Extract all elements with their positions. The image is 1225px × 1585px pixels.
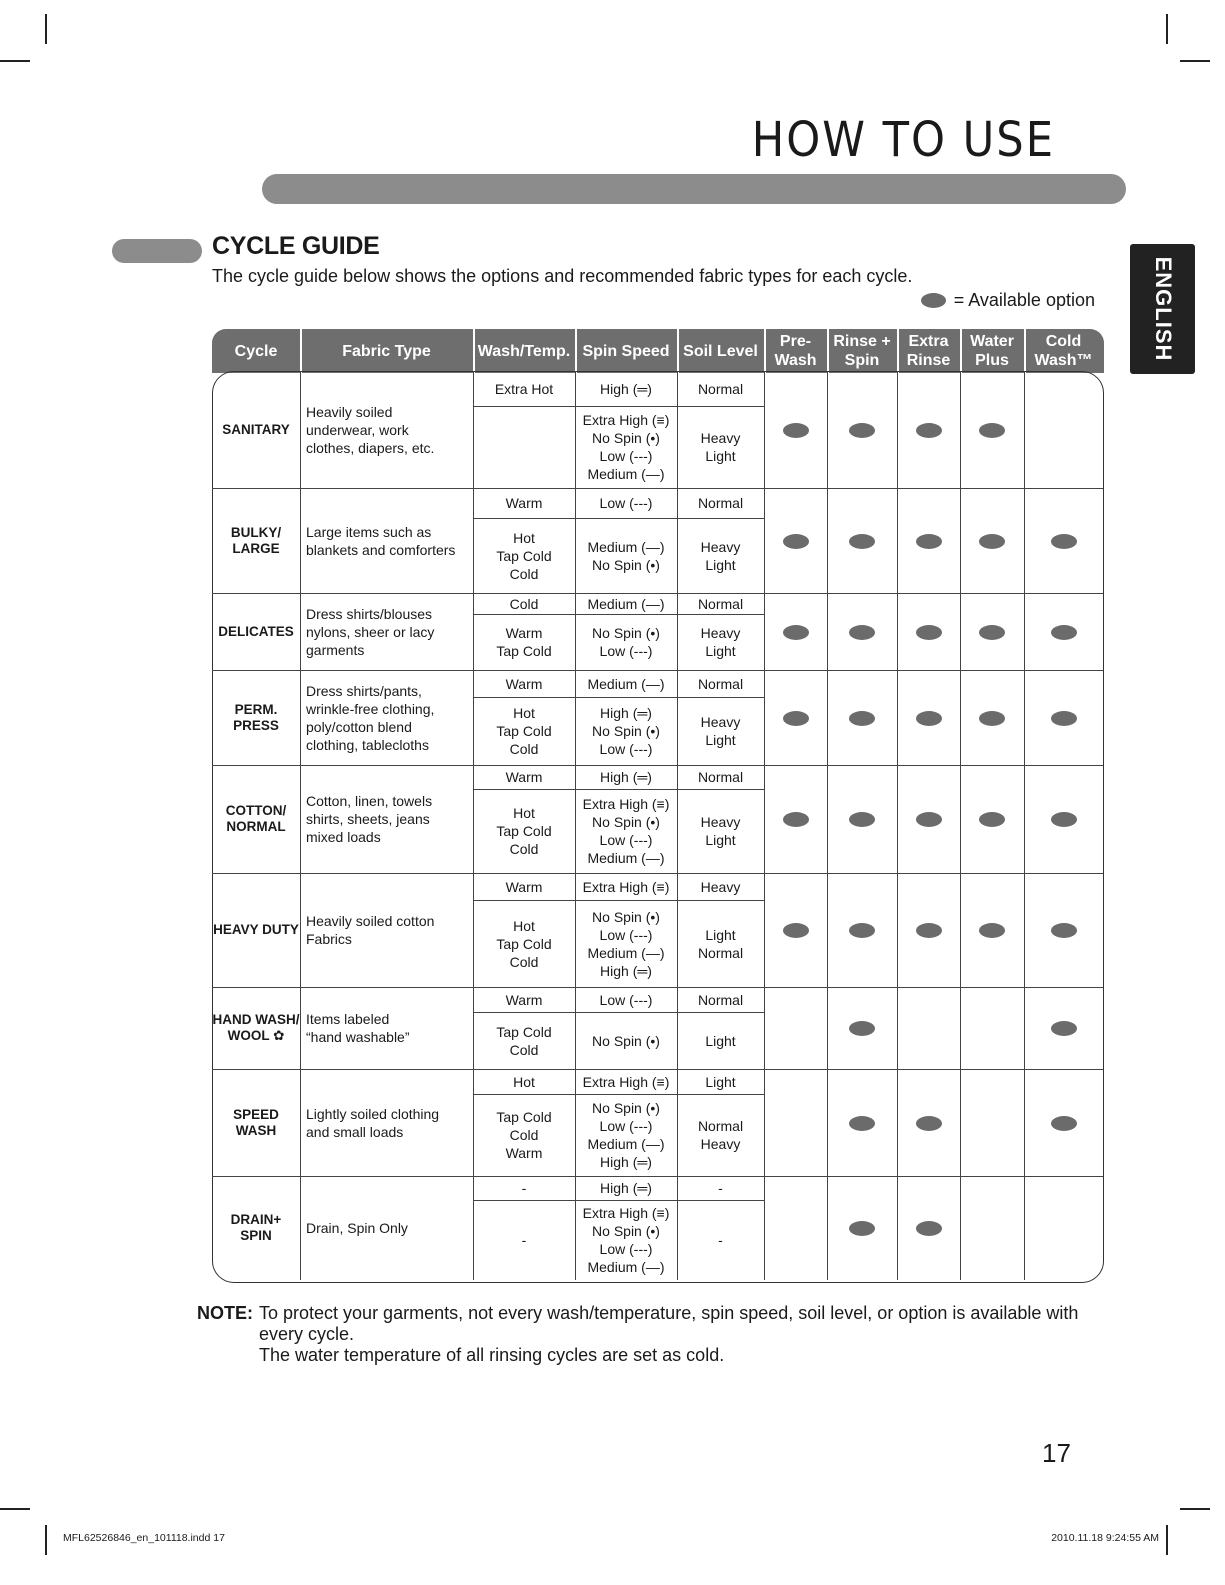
option-available-dot-icon xyxy=(849,711,875,726)
wash-temp: Hot Tap Cold Cold xyxy=(496,917,552,970)
column-divider xyxy=(1024,371,1025,1280)
soil-level: Normal Heavy xyxy=(697,1118,744,1152)
soil-level: Heavy xyxy=(700,878,741,895)
soil-level: Normal xyxy=(697,991,744,1008)
spin-speed: Low (---) xyxy=(599,991,653,1008)
cycle-name: SANITARY xyxy=(222,421,290,437)
wash-temp: Warm Tap Cold xyxy=(496,625,552,659)
spin-speed: Medium (—) xyxy=(587,595,665,612)
cycle-name: SPEED WASH xyxy=(233,1106,279,1138)
footer-file-name: MFL62526846_en_101118.indd 17 xyxy=(63,1532,225,1544)
option-available-dot-icon xyxy=(849,423,875,438)
header-divider xyxy=(300,329,302,373)
soil-level: Heavy Light xyxy=(700,538,741,573)
crop-mark xyxy=(1180,1508,1210,1510)
crop-mark xyxy=(0,1508,30,1510)
spin-speed: Medium (—) xyxy=(587,675,665,692)
spin-speed: High (═) xyxy=(600,769,652,785)
wash-temp xyxy=(473,406,575,488)
header-cell: Extra Rinse xyxy=(906,333,951,369)
soil-level: Normal xyxy=(697,769,744,785)
title-bar xyxy=(262,174,1126,204)
cycle-name: DELICATES xyxy=(218,623,294,639)
fabric-type: Items labeled “hand washable” xyxy=(306,1011,410,1045)
header-cell: Pre- Wash xyxy=(774,333,817,369)
option-available-dot-icon xyxy=(849,812,875,827)
soil-level: - xyxy=(718,1232,723,1248)
option-available-dot-icon xyxy=(849,625,875,640)
option-available-dot-icon xyxy=(979,534,1005,549)
wash-temp: Tap Cold Cold xyxy=(496,1023,552,1058)
crop-mark xyxy=(45,1525,47,1555)
header-divider xyxy=(960,329,962,373)
option-available-dot-icon xyxy=(1051,1116,1077,1131)
fabric-type: Heavily soiled underwear, work clothes, diapers, etc. xyxy=(306,403,435,456)
legend-text: = Available option xyxy=(953,290,1095,310)
wash-temp: Warm xyxy=(505,495,543,511)
column-divider xyxy=(960,371,961,1280)
note-text xyxy=(259,1303,1079,1366)
option-available-dot-icon xyxy=(849,1021,875,1036)
header-divider xyxy=(677,329,679,373)
footer-timestamp: 2010.11.18 9:24:55 AM xyxy=(1051,1532,1159,1544)
option-available-dot-icon xyxy=(783,534,809,549)
option-available-dot-icon xyxy=(916,625,942,640)
spin-speed: Low (---) xyxy=(599,495,653,511)
header-divider xyxy=(897,329,899,373)
crop-mark xyxy=(45,14,47,44)
crop-mark xyxy=(1180,60,1210,62)
option-available-dot-icon xyxy=(916,1221,942,1236)
spin-speed: Extra High (≡) No Spin (•) Low (---) Medium (—) xyxy=(582,1205,670,1275)
wash-temp: Tap Cold Cold Warm xyxy=(496,1109,552,1161)
option-available-dot-icon xyxy=(979,923,1005,938)
spin-speed: Extra High (≡) xyxy=(582,1073,670,1090)
wash-temp: - xyxy=(521,1180,527,1196)
option-available-dot-icon xyxy=(849,1221,875,1236)
cycle-name: DRAIN+ SPIN xyxy=(230,1212,282,1243)
option-available-dot-icon xyxy=(916,923,942,938)
spin-speed: No Spin (•) xyxy=(592,1032,660,1049)
cycle-name: COTTON/ NORMAL xyxy=(225,803,287,834)
soil-level: Light Normal xyxy=(697,926,744,961)
fabric-type: Cotton, linen, towels shirts, sheets, jeans mixed loads xyxy=(306,793,433,845)
option-available-dot-icon xyxy=(1051,534,1077,549)
column-divider xyxy=(897,371,898,1280)
crop-mark xyxy=(1166,14,1168,44)
note-line-2: The water temperature of all rinsing cycles are set as cold. xyxy=(259,1345,725,1365)
soil-level: Normal xyxy=(697,380,744,397)
soil-level: Light xyxy=(705,1032,736,1049)
page-title: HOW TO USE xyxy=(751,112,1055,168)
page-number: 17 xyxy=(1042,1438,1071,1468)
fabric-type: Lightly soiled clothing and small loads xyxy=(306,1105,440,1140)
header-divider xyxy=(473,329,475,373)
header-cell: Fabric Type xyxy=(342,342,431,360)
soil-level: - xyxy=(718,1180,723,1196)
section-title: CYCLE GUIDE xyxy=(212,232,380,260)
spin-speed: Extra High (≡) No Spin (•) Low (---) Medium (—) xyxy=(582,796,670,866)
spin-speed: High (═) xyxy=(600,1180,652,1196)
option-available-dot-icon xyxy=(849,534,875,549)
option-available-dot-icon xyxy=(979,625,1005,640)
header-cell: Water Plus xyxy=(970,333,1014,369)
cycle-name: BULKY/ LARGE xyxy=(230,524,282,556)
cycle-name: HEAVY DUTY xyxy=(213,922,299,937)
option-available-dot-icon xyxy=(916,534,942,549)
wash-temp: Warm xyxy=(505,675,543,692)
option-available-dot-icon xyxy=(916,423,942,438)
option-available-dot-icon xyxy=(849,923,875,938)
soil-level: Light xyxy=(705,1073,736,1090)
cycle-name: PERM. PRESS xyxy=(233,701,279,733)
column-divider xyxy=(764,371,765,1280)
option-available-dot-icon xyxy=(783,711,809,726)
language-tab xyxy=(1130,244,1195,374)
wash-temp: Warm xyxy=(505,878,543,895)
header-cell: Spin Speed xyxy=(582,342,670,360)
header-divider xyxy=(575,329,577,373)
option-available-dot-icon xyxy=(1051,711,1077,726)
wash-temp: - xyxy=(521,1232,527,1248)
spin-speed: Extra High (≡) No Spin (•) Low (---) Medium (—) xyxy=(582,412,670,482)
option-available-dot-icon xyxy=(1051,923,1077,938)
option-available-dot-icon xyxy=(783,812,809,827)
soil-level: Normal xyxy=(697,595,744,612)
wash-temp: Cold xyxy=(509,595,539,612)
option-available-dot-icon xyxy=(783,923,809,938)
option-available-dot-icon xyxy=(979,812,1005,827)
header-divider xyxy=(764,329,766,373)
option-available-dot-icon xyxy=(1051,625,1077,640)
wash-temp: Warm xyxy=(505,769,543,785)
fabric-type: Dress shirts/blouses nylons, sheer or lacy garments xyxy=(306,605,435,658)
soil-level: Heavy Light xyxy=(700,625,741,659)
soil-level: Normal xyxy=(697,495,744,511)
legend xyxy=(921,290,1095,311)
header-cell: Wash/Temp. xyxy=(477,342,571,360)
intro-text: The cycle guide below shows the options and recommended fabric types for each cycle. xyxy=(212,266,913,286)
option-available-dot-icon xyxy=(979,711,1005,726)
option-available-dot-icon xyxy=(783,423,809,438)
section-pill xyxy=(112,239,202,263)
spin-speed: High (═) No Spin (•) Low (---) xyxy=(592,705,660,757)
soil-level: Heavy Light xyxy=(700,814,741,848)
option-available-dot-icon xyxy=(849,1116,875,1131)
crop-mark xyxy=(0,60,30,62)
header-cell: Cold Wash™ xyxy=(1034,333,1093,369)
wash-temp: Warm xyxy=(505,991,543,1008)
soil-level: Heavy Light xyxy=(700,714,741,748)
note-label: NOTE: xyxy=(197,1303,253,1323)
wash-temp: Hot Tap Cold Cold xyxy=(496,705,552,757)
spin-speed: Medium (—) No Spin (•) xyxy=(587,538,665,573)
available-option-dot-icon xyxy=(921,293,946,308)
option-available-dot-icon xyxy=(916,1116,942,1131)
fabric-type: Drain, Spin Only xyxy=(306,1220,408,1236)
column-divider xyxy=(827,371,828,1280)
header-divider xyxy=(827,329,829,373)
option-available-dot-icon xyxy=(1051,1021,1077,1036)
soil-level: Normal xyxy=(697,675,744,692)
crop-mark xyxy=(1166,1525,1168,1555)
option-available-dot-icon xyxy=(1051,812,1077,827)
spin-speed: No Spin (•) Low (---) Medium (—) High (═) xyxy=(587,908,665,979)
spin-speed: No Spin (•) Low (---) Medium (—) High (═) xyxy=(587,1100,665,1170)
option-available-dot-icon xyxy=(783,625,809,640)
wash-temp: Extra Hot xyxy=(494,380,554,397)
wash-temp: Hot xyxy=(513,1073,535,1090)
header-cell: Cycle xyxy=(234,342,278,360)
note-line-1: To protect your garments, not every wash/temperature, spin speed, soil level, or option is available with every cycle. xyxy=(259,1303,1079,1344)
soil-level: Heavy Light xyxy=(700,430,741,464)
fabric-type: Heavily soiled cotton Fabrics xyxy=(306,913,435,947)
fabric-type: Dress shirts/pants, wrinkle-free clothing, poly/cotton blend clothing, tablecloths xyxy=(306,682,435,753)
wash-temp: Hot Tap Cold Cold xyxy=(496,529,552,582)
spin-speed: Extra High (≡) xyxy=(582,878,670,895)
header-cell: Rinse + Spin xyxy=(833,333,891,369)
header-cell: Soil Level xyxy=(683,342,758,360)
language-tab-label: ENGLISH xyxy=(1150,256,1176,362)
option-available-dot-icon xyxy=(916,711,942,726)
note xyxy=(197,1303,1079,1365)
spin-speed: No Spin (•) Low (---) xyxy=(592,625,660,659)
cycle-name: HAND WASH/ WOOL ✿ xyxy=(212,1012,300,1043)
option-available-dot-icon xyxy=(979,423,1005,438)
wash-temp: Hot Tap Cold Cold xyxy=(496,805,552,857)
spin-speed: High (═) xyxy=(600,380,652,397)
option-available-dot-icon xyxy=(916,812,942,827)
header-divider xyxy=(1024,329,1026,373)
fabric-type: Large items such as blankets and comforters xyxy=(306,523,456,558)
